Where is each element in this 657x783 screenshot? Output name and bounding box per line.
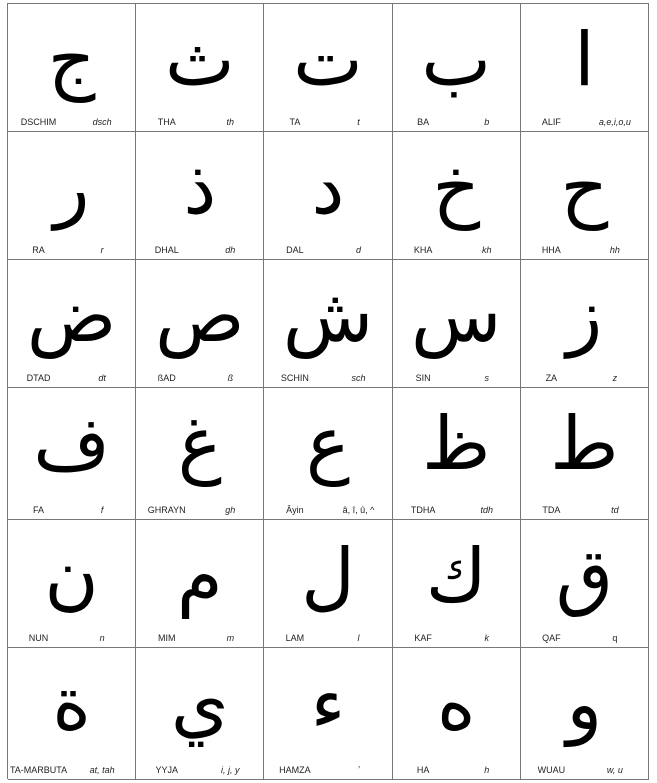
letter-cell-schin (264, 260, 392, 388)
letter-name: QAF (542, 633, 561, 643)
letter-transliteration: dsch (92, 117, 112, 127)
arabic-sin-glyph: س (411, 273, 502, 359)
letter-cell-dhal (136, 132, 264, 260)
letter-cell-qaf (521, 520, 649, 648)
arabic-waw-glyph: و (566, 661, 603, 747)
arabic-hha-glyph: ح (560, 145, 609, 231)
letter-transliteration: th (226, 117, 235, 127)
letter-transliteration: k (484, 633, 489, 643)
letter-name: KAF (414, 633, 432, 643)
letter-name: DTAD (26, 373, 51, 383)
letter-transliteration: l (357, 633, 360, 643)
letter-name: MIM (157, 633, 176, 643)
arabic-fa-glyph: ف (33, 401, 110, 487)
letter-transliteration: s (484, 373, 489, 383)
letter-cell-nun (8, 520, 136, 648)
letter-cell-tda (521, 388, 649, 520)
arabic-kaf-glyph: ك (425, 533, 487, 619)
letter-cell-dal (264, 132, 392, 260)
letter-name: LAM (285, 633, 305, 643)
letter-cell-ta (264, 4, 392, 132)
letter-name: DHAL (154, 245, 179, 255)
letter-transliteration: â, î, û, ^ (342, 505, 375, 515)
letter-cell-hha (521, 132, 649, 260)
letter-name: DAL (286, 245, 304, 255)
letter-name: ALIF (541, 117, 561, 127)
letter-transliteration: f (100, 505, 104, 515)
letter-name: SIN (415, 373, 431, 383)
letter-cell-fa (8, 388, 136, 520)
letter-cell-za (521, 260, 649, 388)
letter-transliteration: r (100, 245, 104, 255)
letter-name: GHRAYN (147, 505, 186, 515)
arabic-ta-marbuta-glyph: ة (52, 661, 91, 747)
letter-name: HAMZA (279, 765, 311, 775)
arabic-nun-glyph: ن (44, 533, 99, 619)
letter-cell-sin (393, 260, 521, 388)
letter-name: TDA (542, 505, 561, 515)
letter-transliteration: m (226, 633, 235, 643)
arabic-dad-glyph: ض (26, 273, 117, 359)
arabic-kha-glyph: خ (432, 145, 481, 231)
letter-transliteration: sch (351, 373, 366, 383)
letter-cell-ba (393, 4, 521, 132)
arabic-dhal-glyph: ذ (183, 145, 217, 231)
letter-name: NUN (28, 633, 49, 643)
arabic-qaf-glyph: ق (555, 533, 614, 619)
arabic-dal-glyph: د (311, 145, 345, 231)
letter-cell-ta-marbuta (8, 648, 136, 780)
letter-name: TA (289, 117, 301, 127)
letter-name: ßAD (157, 373, 176, 383)
letter-cell-ghrayn (136, 388, 264, 520)
letter-transliteration: hh (609, 245, 620, 255)
letter-transliteration: n (99, 633, 105, 643)
letter-name: WUAU (537, 765, 566, 775)
letter-cell-mim (136, 520, 264, 648)
letter-cell-dtad (8, 260, 136, 388)
letter-cell-lam (264, 520, 392, 648)
arabic-zay-glyph: ز (566, 273, 603, 359)
arabic-alif-glyph: ا (574, 17, 595, 103)
letter-cell-alif (521, 4, 649, 132)
arabic-zah-glyph: ظ (421, 401, 491, 487)
letter-transliteration: kh (481, 245, 492, 255)
arabic-shin-glyph: ش (282, 273, 374, 359)
letter-cell-kha (393, 132, 521, 260)
letter-transliteration: dh (225, 245, 236, 255)
letter-cell-dschim (8, 4, 136, 132)
letter-cell-sad (136, 260, 264, 388)
arabic-ha-glyph: ه (436, 661, 476, 747)
arabic-ta-glyph: ت (293, 17, 363, 103)
letter-name: TA-MARBUTA (9, 765, 68, 775)
letter-cell-ra (8, 132, 136, 260)
arabic-ya-glyph: ي (170, 661, 229, 747)
letter-name: KHA (413, 245, 433, 255)
letter-transliteration: b (484, 117, 490, 127)
letter-name: TDHA (410, 505, 436, 515)
arabic-ghayn-glyph: غ (177, 401, 222, 487)
arabic-ra-glyph: ر (53, 145, 90, 231)
letter-name: RA (32, 245, 45, 255)
letter-name: ZA (545, 373, 558, 383)
alphabet-grid (7, 3, 649, 779)
letter-name: HHA (541, 245, 561, 255)
letter-transliteration: tdh (480, 505, 493, 515)
arabic-ayn-glyph: ع (305, 401, 351, 487)
letter-transliteration: q (612, 633, 618, 643)
letter-cell-tha (136, 4, 264, 132)
arabic-ba-glyph: ب (421, 17, 492, 103)
letter-name: YYJA (155, 765, 178, 775)
letter-name: DSCHIM (20, 117, 57, 127)
arabic-jim-glyph: ج (47, 17, 96, 103)
letter-cell-kaf (393, 520, 521, 648)
arabic-hamza-glyph: ء (310, 661, 346, 747)
letter-transliteration: t (357, 117, 360, 127)
arabic-mim-glyph: م (176, 533, 223, 619)
letter-transliteration: ʼ (357, 765, 360, 775)
letter-cell-tdha (393, 388, 521, 520)
letter-transliteration: w, u (606, 765, 623, 775)
letter-name: FA (33, 505, 45, 515)
letter-transliteration: h (484, 765, 490, 775)
letter-name: HA (416, 765, 430, 775)
letter-transliteration: ß (227, 373, 234, 383)
letter-cell-wuau (521, 648, 649, 780)
letter-transliteration: td (611, 505, 619, 515)
letter-transliteration: d (356, 245, 362, 255)
arabic-sad-glyph: ص (155, 273, 245, 359)
letter-transliteration: at, tah (89, 765, 115, 775)
letter-transliteration: i, j, y (221, 765, 240, 775)
arabic-tah-glyph: ط (550, 401, 619, 487)
letter-transliteration: a,e,i,o,u (598, 117, 631, 127)
letter-name: THA (157, 117, 176, 127)
letter-cell-ha (393, 648, 521, 780)
letter-transliteration: dt (98, 373, 106, 383)
letter-transliteration: z (612, 373, 618, 383)
letter-name: BA (417, 117, 430, 127)
letter-cell-hamza (264, 648, 392, 780)
letter-name: SCHIN (280, 373, 309, 383)
arabic-tha-glyph: ث (164, 17, 235, 103)
letter-cell-ayin (264, 388, 392, 520)
letter-transliteration: gh (225, 505, 236, 515)
letter-cell-yyja (136, 648, 264, 780)
arabic-lam-glyph: ل (301, 533, 355, 619)
letter-name: Âyin (286, 505, 304, 515)
